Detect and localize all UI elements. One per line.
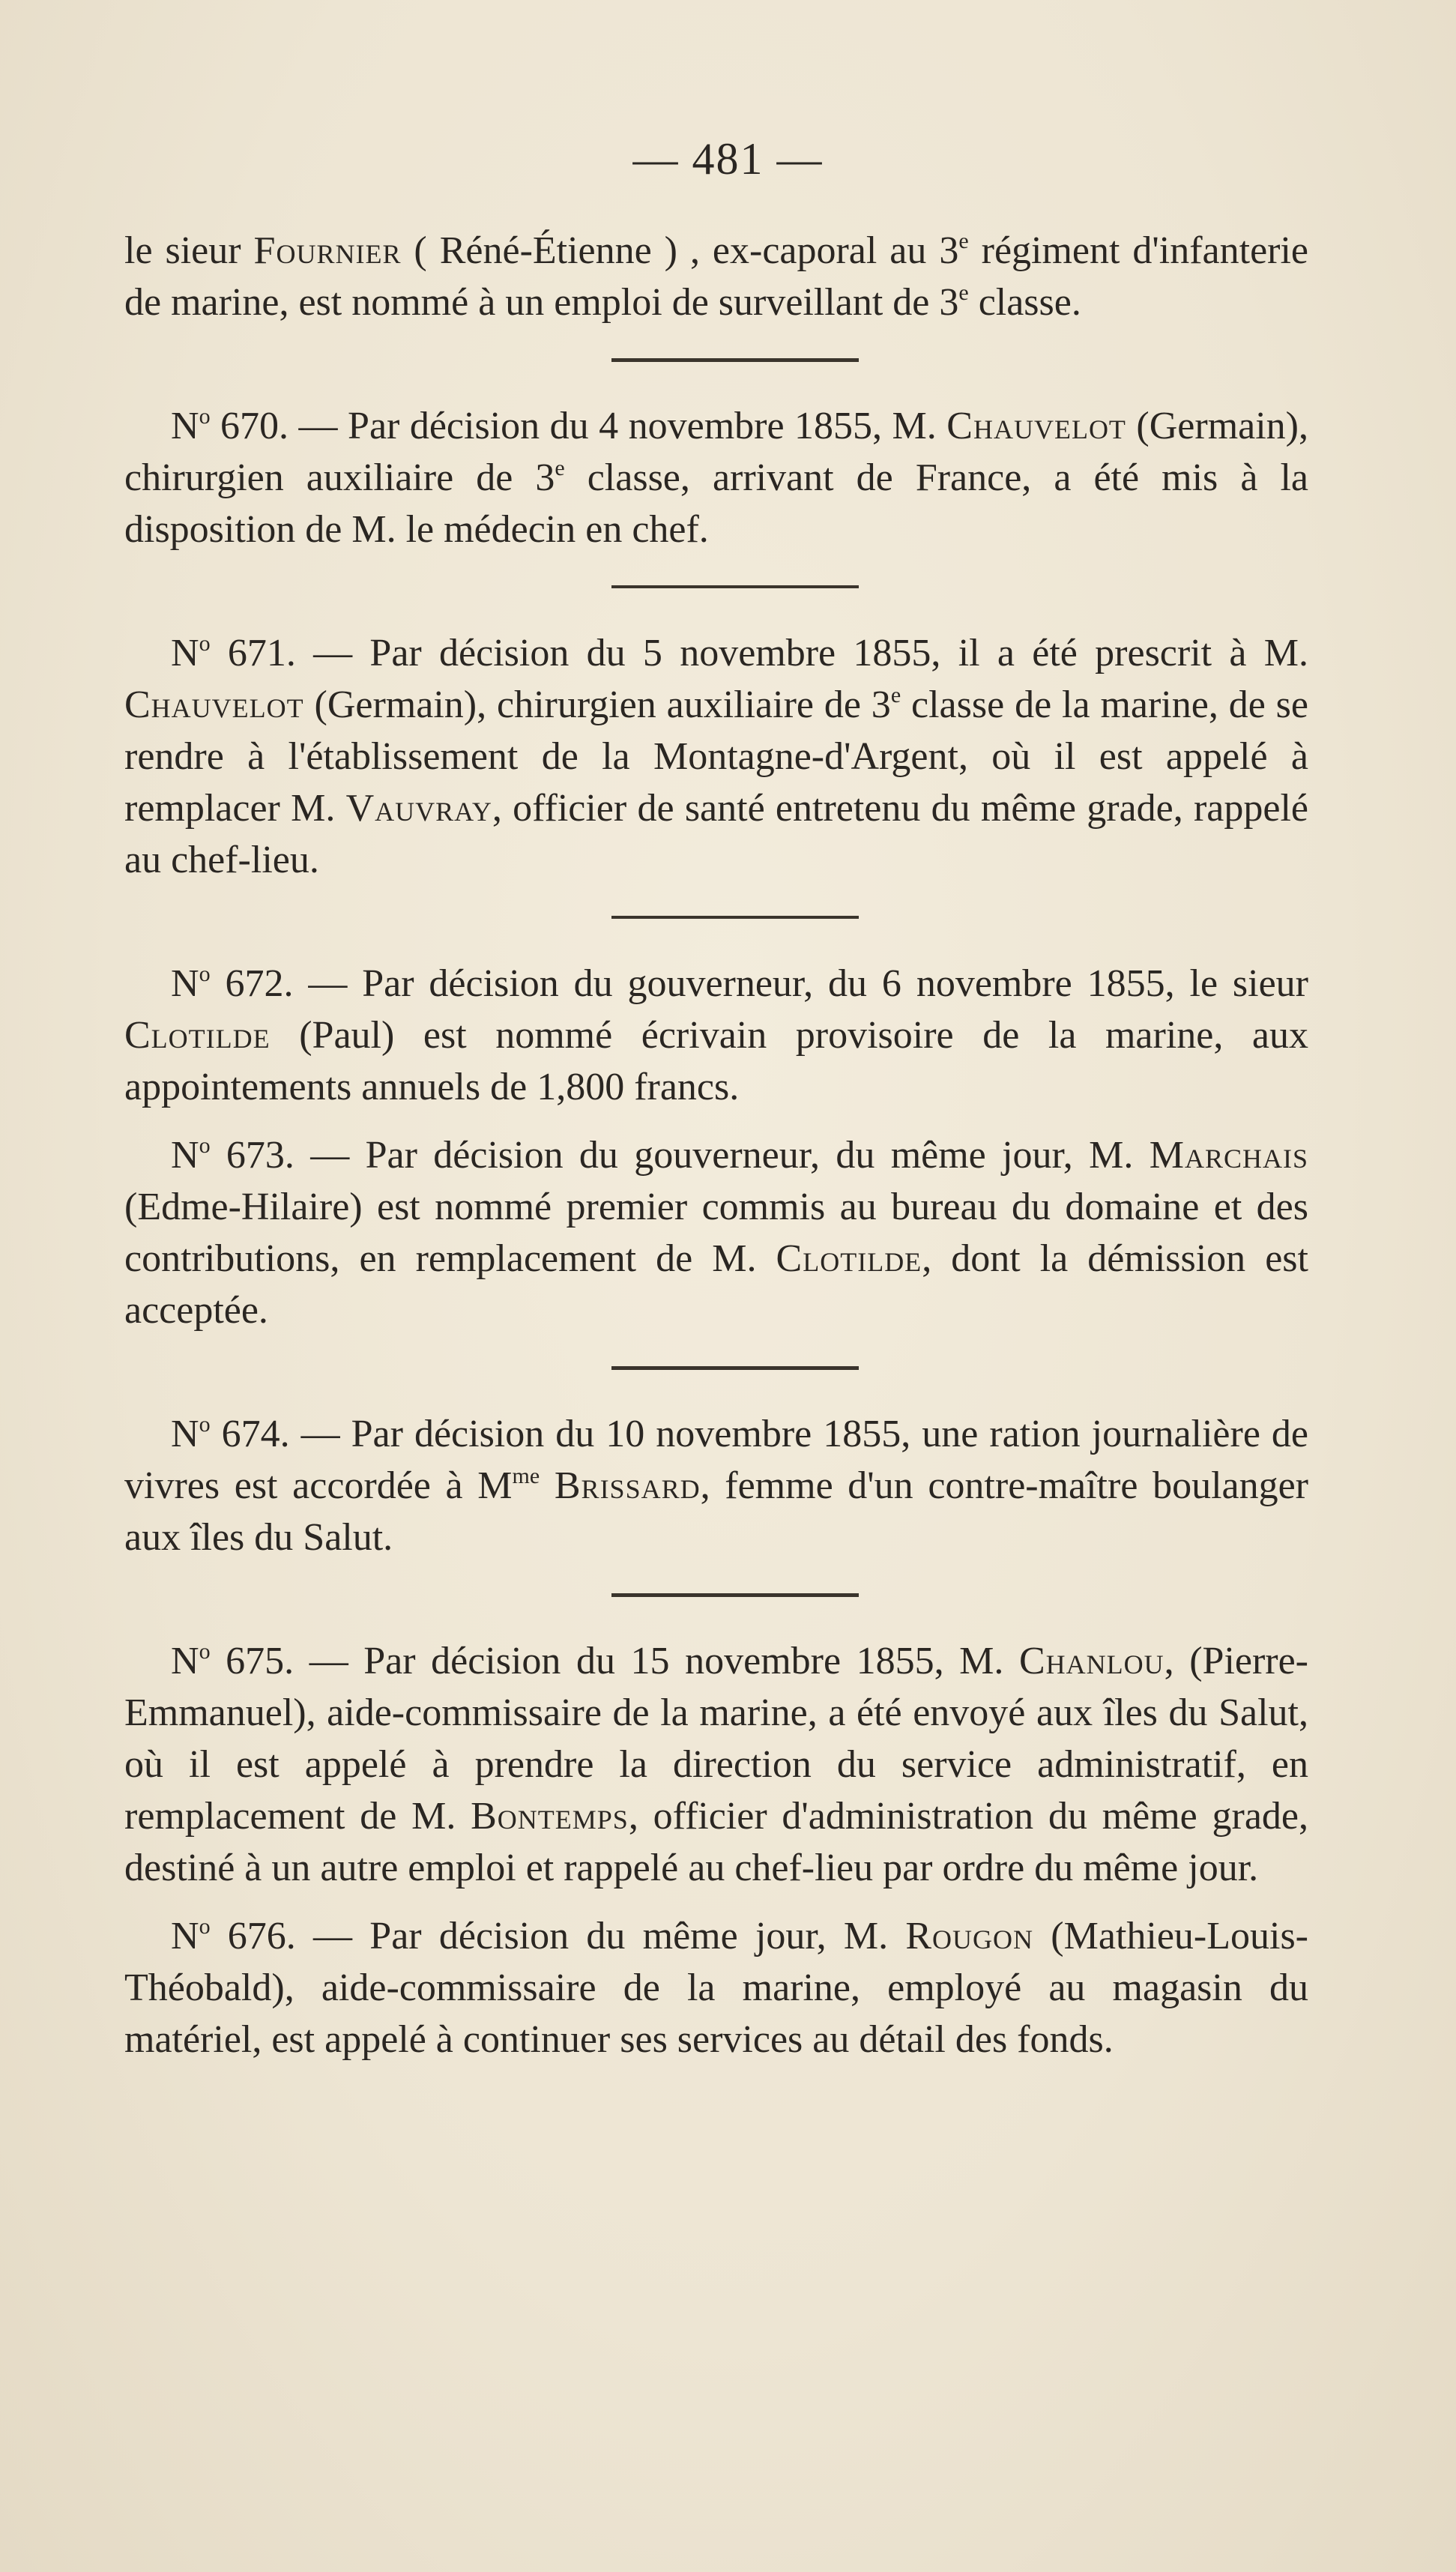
section-divider — [124, 1563, 1308, 1635]
person-name: Chauvelot — [946, 405, 1126, 447]
divider-line — [611, 585, 859, 588]
number-sign: N — [171, 962, 199, 1005]
section-divider — [124, 555, 1308, 627]
text-run: 673. — Par décision du gouverneur, du même jour, M. — [210, 1134, 1150, 1177]
text-run: , dont la démission est acceptée. — [124, 1237, 1308, 1332]
text-run: , officier d'administration du même grade, destiné à un autre emploi et rappelé au chef-lieu par ordre du même jour. — [124, 1795, 1308, 1889]
person-name: Rougon — [905, 1915, 1034, 1957]
text-run: classe de la marine, de se rendre à l'établissement de la Montagne-d'Argent, où il est appelé à remplacer M. — [124, 683, 1308, 830]
text-run: (Paul) est nommé écrivain provisoire de la marine, aux appointements annuels de 1,800 francs. — [124, 1014, 1308, 1108]
decision-676 — [124, 1910, 1308, 2065]
section-divider — [124, 1336, 1308, 1408]
number-sign: N — [171, 1640, 199, 1682]
divider-line — [611, 1366, 859, 1370]
text-run: 674. — Par décision du 10 novembre 1855, une ration journalière de vivres est accordée à M — [124, 1413, 1308, 1507]
text-run: classe, arrivant de France, a été mis à la disposition de M. le médecin en chef. — [124, 456, 1308, 551]
person-name: Chauvelot — [124, 683, 304, 726]
number-sign: N — [171, 1915, 199, 1957]
divider-line — [611, 358, 859, 362]
person-name: Vauvray — [345, 787, 492, 830]
text-run: (Germain), chirurgien auxiliaire de 3 — [124, 405, 1308, 499]
person-name: Marchais — [1149, 1134, 1308, 1177]
decision-673 — [124, 1129, 1308, 1336]
text-run: 672. — Par décision du gouverneur, du 6 novembre 1855, le sieur — [210, 962, 1308, 1005]
superscript: o — [199, 962, 211, 986]
section-divider — [124, 328, 1308, 400]
superscript: o — [199, 1639, 211, 1664]
superscript: e — [555, 456, 565, 480]
person-name: Bontemps — [471, 1795, 629, 1838]
superscript: o — [199, 404, 211, 429]
decision-671 — [124, 627, 1308, 886]
decision-672 — [124, 958, 1308, 1113]
text-run: régiment d'infanterie de marine, est nommé à un emploi de surveillant de 3 — [124, 229, 1309, 324]
text-run: ( Réné-Étienne ) , ex-caporal au 3 — [401, 229, 959, 272]
text-run: (Mathieu-Louis-Théobald), aide-commissaire de la marine, employé au magasin du matériel, est appelé à continuer ses services au détail des fonds. — [124, 1915, 1308, 2061]
superscript: o — [199, 1133, 211, 1158]
text-run: 676. — Par décision du même jour, M. — [210, 1915, 906, 1957]
person-name: Chanlou — [1018, 1640, 1165, 1682]
text-run: (Germain), chirurgien auxiliaire de 3 — [303, 683, 891, 726]
divider-line — [611, 1593, 859, 1597]
text-run: , officier de santé entretenu du même grade, rappelé au chef-lieu. — [124, 787, 1308, 881]
paragraph-gap — [124, 1113, 1308, 1129]
decision-675 — [124, 1635, 1308, 1894]
number-sign: N — [171, 1134, 199, 1177]
superscript: e — [958, 229, 969, 253]
number-sign: N — [171, 405, 199, 447]
superscript: e — [890, 683, 901, 707]
superscript: o — [199, 631, 211, 656]
text-run: 671. — Par décision du 5 novembre 1855, il a été prescrit à M. — [210, 632, 1308, 674]
superscript: me — [512, 1464, 540, 1488]
text-run: classe. — [968, 281, 1081, 324]
person-name: Clotilde — [124, 1014, 271, 1057]
text-run: 670. — Par décision du 4 novembre 1855, M. — [210, 405, 947, 447]
text-run: (Edme-Hilaire) est nommé premier commis au bureau du domaine et des contributions, en remplacement de M. — [124, 1186, 1308, 1280]
divider-line — [611, 916, 859, 919]
section-divider — [124, 886, 1308, 958]
person-name: Brissard — [554, 1464, 701, 1507]
person-name: Fournier — [253, 229, 402, 272]
text-run: 675. — Par décision du 15 novembre 1855, M. — [210, 1640, 1019, 1682]
number-sign: N — [171, 632, 199, 674]
page-body — [124, 225, 1308, 2065]
decision-670 — [124, 400, 1308, 555]
number-sign: N — [171, 1413, 199, 1455]
page-number: — 481 — — [632, 134, 824, 184]
paragraph-continuation — [124, 225, 1308, 328]
superscript: o — [199, 1412, 211, 1437]
person-name: Clotilde — [776, 1237, 922, 1280]
text-run — [540, 1464, 555, 1507]
superscript: o — [199, 1914, 211, 1939]
text-run: le sieur — [124, 229, 254, 272]
superscript: e — [958, 280, 969, 305]
decision-674 — [124, 1408, 1308, 1563]
text-run: , femme d'un contre-maître boulanger aux îles du Salut. — [124, 1464, 1308, 1559]
text-run: , (Pierre-Emmanuel), aide-commissaire de la marine, a été envoyé aux îles du Salut, où il est appelé à prendre la direction du service administratif, en remplacement de M. — [124, 1640, 1308, 1838]
paragraph-gap — [124, 1894, 1308, 1910]
